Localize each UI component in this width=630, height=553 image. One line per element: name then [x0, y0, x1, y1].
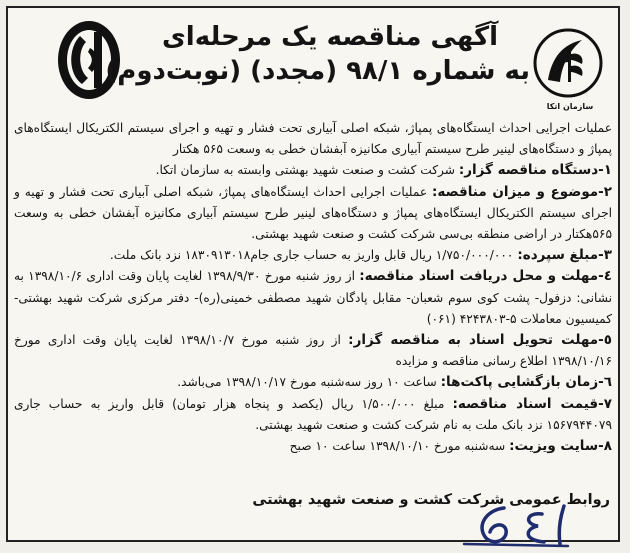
section-6-label: ٦-زمان بازگشایی پاکت‌ها: [440, 374, 612, 391]
section-4-text: از روز شنبه مورخ ۱۳۹۸/۹/۳۰ لغایت پایان وقت اداری ۱۳۹۸/۱۰/۶ به نشانی: دزفول- پشت کوی سوم شعبان- مقابل پادگان شهید مصطفی خمینی(ره)- دفتر مرکزی شرکت شهید بهشتی- کمیسیون معاملات ۵-۴۲۴۳۸۰۳ (۰۶۱) [14, 269, 612, 326]
handwritten-number-icon [456, 500, 576, 550]
section-4-label: ٤-مهلت و محل دریافت اسناد مناقصه: [359, 268, 613, 285]
section-7 [14, 394, 612, 436]
section-8-label: ٨-سایت ویزیت: [509, 438, 612, 455]
section-3-label: ۳-مبلغ سپرده: [517, 247, 612, 264]
title-line-1: آگهی مناقصه یک مرحله‌ای [161, 22, 499, 52]
section-4 [14, 266, 612, 330]
section-7-text: مبلغ ۱/۵۰۰/۰۰۰ ریال (یکصد و پنجاه هزار تومان) قابل واریز به حساب جاری ۱۵۶۷۹۴۴۰۷۹ نزد بانک ملت به نام شرکت کشت و صنعت شهید بهشتی. [14, 396, 612, 432]
organization-logo-icon [530, 26, 606, 100]
section-1 [14, 160, 612, 181]
signature-line: روابط عمومی شرکت کشت و صنعت شهید بهشتی [252, 492, 610, 508]
section-6 [14, 372, 612, 393]
section-2 [14, 182, 612, 246]
section-7-label: ٧-قیمت اسناد مناقصه: [452, 395, 612, 412]
section-2-label: ۲-موضوع و میزان مناقصه: [432, 183, 612, 200]
section-1-text: شرکت کشت و صنعت شهید بهشتی وابسته به سازمان اتکا. [155, 163, 459, 178]
notice-body [14, 118, 612, 457]
organization-name: سازمان اتکا [546, 102, 594, 111]
section-3 [14, 245, 612, 266]
section-8 [14, 436, 612, 457]
intro-paragraph: عملیات اجرایی احداث ایستگاه‌های پمپاژ، شبکه اصلی آبیاری تحت فشار و تهیه و اجرای سیستم الکتریکال ایستگاه‌های پمپاژ و دستگاه‌های لینیر طرح سیستم آبیاری مکانیزه آبفشان خطی به وسعت ۵۶۵ هکتار [14, 121, 612, 157]
section-3-text: ۱/۷۵۰/۰۰۰/۰۰۰ ریال قابل واریز به حساب جاری جام۱۸۳۰۹۱۳۰۱۸ نزد بانک ملت. [109, 248, 518, 263]
notice-title [105, 20, 530, 88]
section-5 [14, 330, 612, 372]
section-6-text: ساعت ۱۰ روز سه‌شنبه مورخ ۱۳۹۸/۱۰/۱۷ می‌باشد. [177, 375, 441, 390]
section-5-text: از روز شنبه مورخ ۱۳۹۸/۱۰/۷ لغایت پایان وقت اداری مورخ ۱۳۹۸/۱۰/۱۶ اطلاع رسانی مناقصه و مزایده [14, 333, 612, 369]
title-line-2: به شماره ۹۸/۱ (مجدد) (نوبت‌دوم) [105, 56, 530, 86]
section-8-text: سه‌شنبه مورخ ۱۳۹۸/۱۰/۱۰ ساعت ۱۰ صبح [289, 439, 510, 454]
section-1-label: ۱-دستگاه مناقصه گزار: [458, 162, 612, 179]
section-5-label: ٥-مهلت تحویل اسناد به مناقصه گزار: [348, 332, 612, 349]
section-2-text: عملیات اجرایی احداث ایستگاه‌های پمپاژ، شبکه اصلی آبیاری تحت فشار و تهیه و اجرای سیستم الکتریکال ایستگاه‌های پمپاژ و دستگاه‌های لینیر طرح سیستم آبیاری مکانیزه آبفشان خطی به وسعت ۵۶۵هکتار در اراضی منطقه بی‌سی شرکت کشت و صنعت شهید بهشتی. [14, 184, 612, 242]
